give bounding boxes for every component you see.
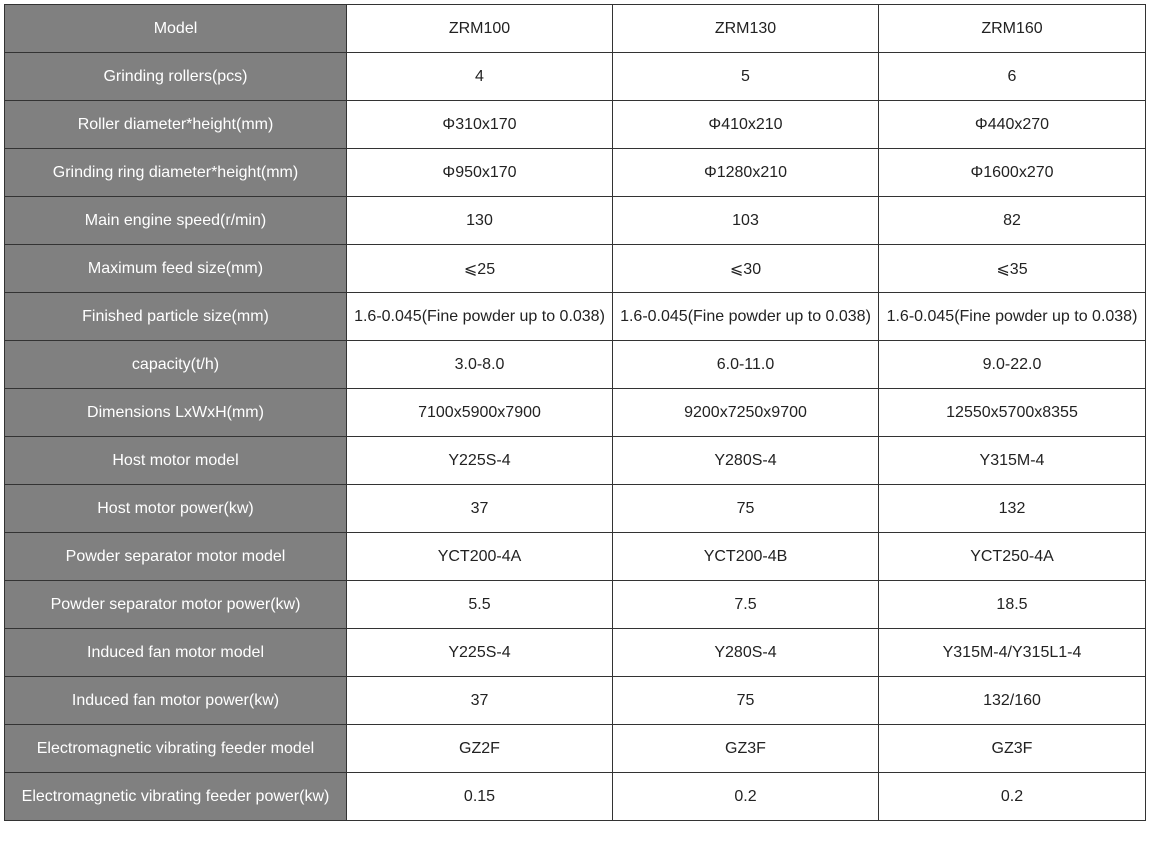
table-row [5, 773, 1146, 821]
table-row [5, 533, 1146, 581]
table-row [5, 389, 1146, 437]
table-cell: 1.6-0.045(Fine powder up to 0.038) [879, 293, 1146, 341]
table-row [5, 101, 1146, 149]
row-label: Host motor model [5, 437, 347, 485]
table-cell: GZ3F [879, 725, 1146, 773]
table-cell: 5.5 [347, 581, 613, 629]
table-cell: 9200x7250x9700 [613, 389, 879, 437]
table-cell: 6 [879, 53, 1146, 101]
table-cell: 0.2 [879, 773, 1146, 821]
row-label: Electromagnetic vibrating feeder power(kw) [5, 773, 347, 821]
table-cell: 5 [613, 53, 879, 101]
table-cell: 1.6-0.045(Fine powder up to 0.038) [613, 293, 879, 341]
table-cell: Φ440x270 [879, 101, 1146, 149]
row-label: Induced fan motor model [5, 629, 347, 677]
table-cell: 132/160 [879, 677, 1146, 725]
table-cell: GZ3F [613, 725, 879, 773]
table-cell: ⩽35 [879, 245, 1146, 293]
table-cell: GZ2F [347, 725, 613, 773]
table-cell: 132 [879, 485, 1146, 533]
table-cell: 75 [613, 485, 879, 533]
table-cell: Φ1280x210 [613, 149, 879, 197]
row-label: Maximum feed size(mm) [5, 245, 347, 293]
table-row [5, 245, 1146, 293]
table-row [5, 581, 1146, 629]
table-cell: Y280S-4 [613, 629, 879, 677]
table-cell: ⩽30 [613, 245, 879, 293]
table-row [5, 725, 1146, 773]
table-cell: 7.5 [613, 581, 879, 629]
table-cell: 103 [613, 197, 879, 245]
table-row [5, 485, 1146, 533]
table-cell: Y280S-4 [613, 437, 879, 485]
table-cell: 7100x5900x7900 [347, 389, 613, 437]
table-cell: Y225S-4 [347, 629, 613, 677]
table-row [5, 629, 1146, 677]
row-label: Grinding rollers(pcs) [5, 53, 347, 101]
table-cell: Y315M-4/Y315L1-4 [879, 629, 1146, 677]
table-cell: YCT250-4A [879, 533, 1146, 581]
table-cell: 0.15 [347, 773, 613, 821]
table-row [5, 5, 1146, 53]
table-cell: Φ1600x270 [879, 149, 1146, 197]
row-label: capacity(t/h) [5, 341, 347, 389]
row-label: Induced fan motor power(kw) [5, 677, 347, 725]
table-cell: YCT200-4A [347, 533, 613, 581]
spec-table-body [5, 5, 1146, 821]
table-row [5, 149, 1146, 197]
table-cell: Φ950x170 [347, 149, 613, 197]
table-row [5, 341, 1146, 389]
row-label: Powder separator motor model [5, 533, 347, 581]
table-row [5, 53, 1146, 101]
table-row [5, 677, 1146, 725]
table-cell: 0.2 [613, 773, 879, 821]
row-label: Roller diameter*height(mm) [5, 101, 347, 149]
row-label: Electromagnetic vibrating feeder model [5, 725, 347, 773]
table-row [5, 437, 1146, 485]
table-cell: 9.0-22.0 [879, 341, 1146, 389]
row-label: Powder separator motor power(kw) [5, 581, 347, 629]
table-cell: 12550x5700x8355 [879, 389, 1146, 437]
table-cell: 37 [347, 485, 613, 533]
row-label: Dimensions LxWxH(mm) [5, 389, 347, 437]
row-label: Model [5, 5, 347, 53]
table-cell: 130 [347, 197, 613, 245]
table-cell: ZRM160 [879, 5, 1146, 53]
table-cell: 18.5 [879, 581, 1146, 629]
table-cell: 1.6-0.045(Fine powder up to 0.038) [347, 293, 613, 341]
spec-table [4, 4, 1146, 821]
table-cell: Y225S-4 [347, 437, 613, 485]
table-cell: 3.0-8.0 [347, 341, 613, 389]
row-label: Host motor power(kw) [5, 485, 347, 533]
table-cell: 82 [879, 197, 1146, 245]
table-row [5, 197, 1146, 245]
table-cell: 4 [347, 53, 613, 101]
table-cell: ⩽25 [347, 245, 613, 293]
table-cell: YCT200-4B [613, 533, 879, 581]
table-cell: Y315M-4 [879, 437, 1146, 485]
table-cell: Φ310x170 [347, 101, 613, 149]
table-cell: Φ410x210 [613, 101, 879, 149]
row-label: Grinding ring diameter*height(mm) [5, 149, 347, 197]
table-cell: ZRM100 [347, 5, 613, 53]
table-cell: 6.0-11.0 [613, 341, 879, 389]
table-cell: 37 [347, 677, 613, 725]
table-cell: ZRM130 [613, 5, 879, 53]
table-cell: 75 [613, 677, 879, 725]
table-row [5, 293, 1146, 341]
row-label: Main engine speed(r/min) [5, 197, 347, 245]
row-label: Finished particle size(mm) [5, 293, 347, 341]
